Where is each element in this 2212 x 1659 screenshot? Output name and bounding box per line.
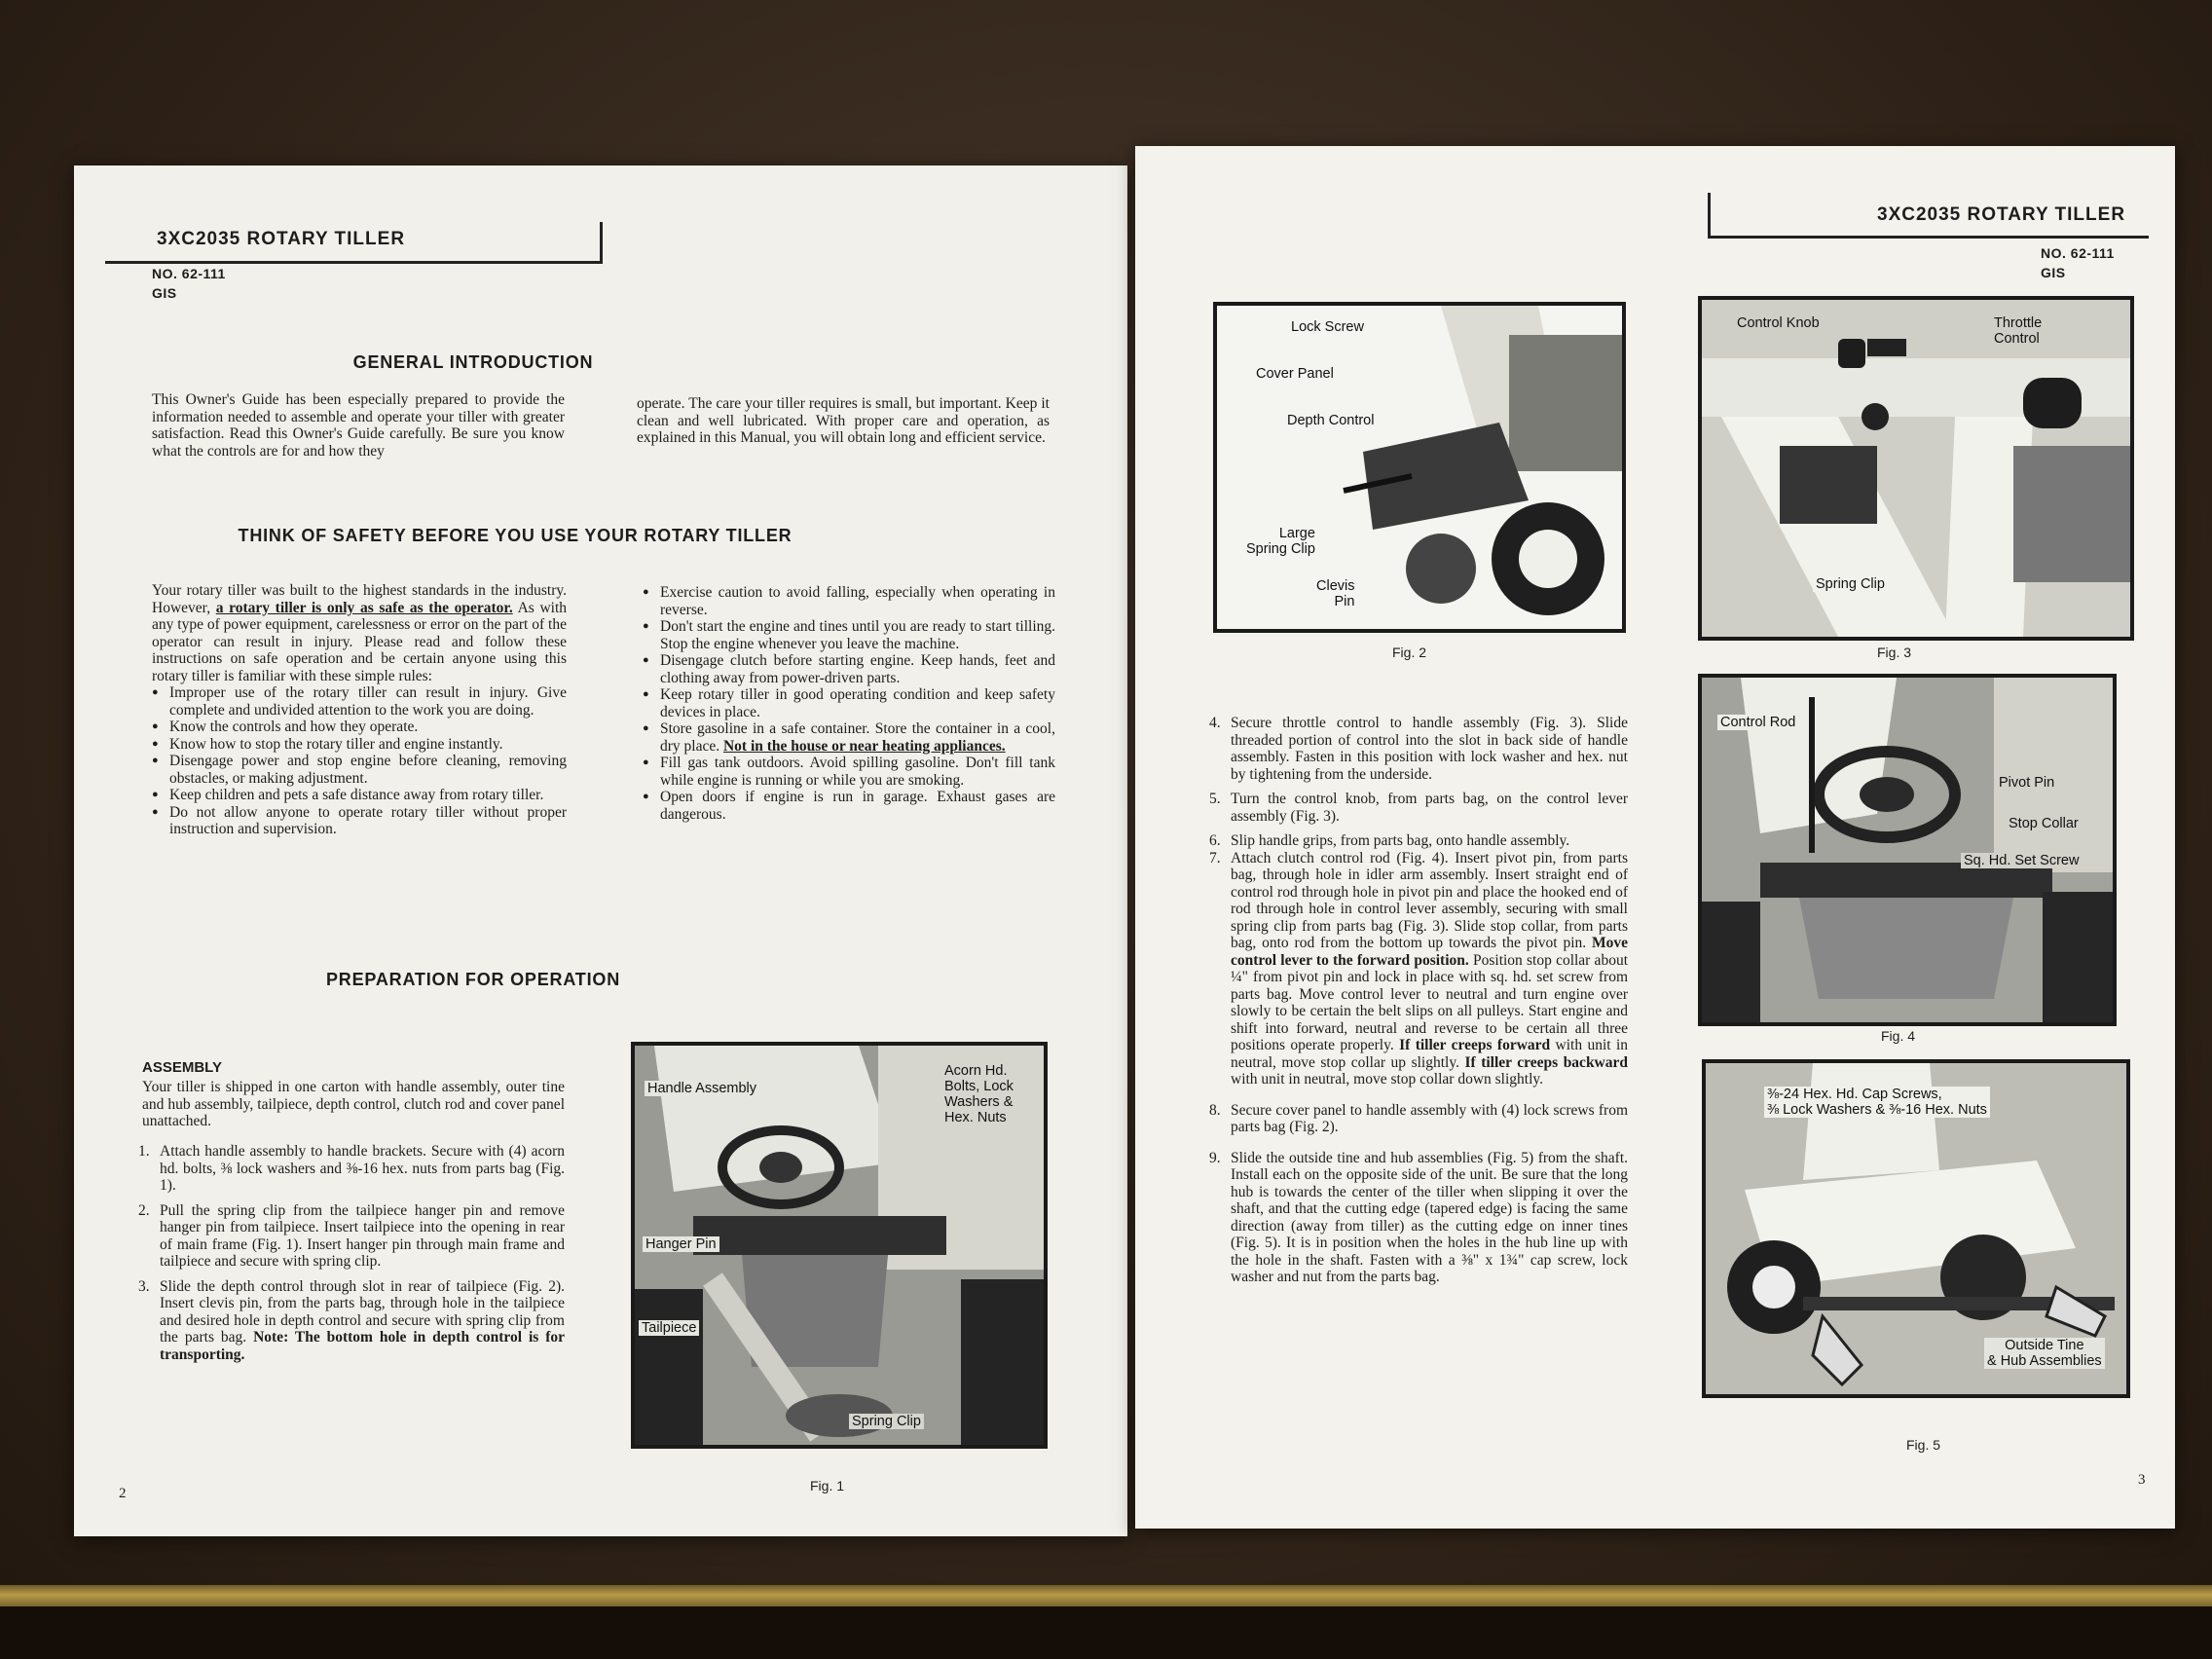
intro-col1: This Owner's Guide has been especially prepared to provide the information needed to assemble and operate your tiller with greater satisfaction. Read this Owner's Guide carefully. Be sure you know what the controls are for and how they [152, 391, 565, 460]
fig2-label-cover-panel: Cover Panel [1256, 366, 1334, 382]
list-item: 1. Attach handle assembly to handle brackets. Secure with (4) acorn hd. bolts, ⅜ lock washers and ⅜-16 hex. nuts from parts bag (Fig. 1). [138, 1143, 565, 1194]
safety-col2 [643, 584, 1055, 823]
store-gas-text: Store gasoline in a safe container. Store the container in a cool, dry place. [660, 720, 1055, 755]
header-title-left: 3XC2035 ROTARY TILLER [157, 229, 406, 249]
fig2-label-lock-screw: Lock Screw [1291, 319, 1364, 335]
fig4-photo [1698, 674, 2117, 1026]
fig2-label-depth-control: Depth Control [1287, 413, 1375, 428]
header-sub-right: NO. 62-111 GIS [2041, 245, 2115, 280]
safety-list-col2 [643, 584, 1055, 823]
fig3-label-throttle: Throttle Control [1994, 315, 2043, 347]
list-item: ● Fill gas tank outdoors. Avoid spilling gasoline. Don't fill tank while engine is running or while you are smoking. [643, 755, 1055, 789]
safety-list-col1 [152, 684, 567, 838]
fig2-caption: Fig. 2 [1392, 645, 1427, 660]
header-sub-left: NO. 62-111 GIS [152, 266, 226, 301]
list-item: 9. Slide the outside tine and hub assemblies (Fig. 5) from the shaft. Install each on the opposite side of the unit. Be sure that the long hub is towards the center of the tiller when slipping it over the shaft, and that the cutting edge (tapered edge) is facing the same direction (away from tiller) as the cutting edge on inner tines (Fig. 5). It is in position when the holes in the hub line up with the hole in the shaft. Fasten with a ⅜" x 1¾" cap screw, lock washer and nut from the parts bag. [1209, 1149, 1628, 1285]
fig1-label-handle: Handle Assembly [645, 1081, 759, 1096]
right-step-list [1209, 715, 1628, 1286]
list-item: ● Exercise caution to avoid falling, especially when operating in reverse. [643, 584, 1055, 618]
list-item [643, 720, 1055, 755]
assembly-steps [138, 1143, 565, 1371]
fig3-illustration [1702, 300, 2130, 637]
list-item: ● Don't start the engine and tines until you are ready to start tilling. Stop the engine whenever you leave the machine. [643, 618, 1055, 652]
fig2-photo [1213, 302, 1626, 633]
assembly-text: Your tiller is shipped in one carton with handle assembly, outer tine and hub assembly, tailpiece, depth control, clutch rod and cover panel unattached. [142, 1079, 565, 1129]
fig4-label-set-screw: Sq. Hd. Set Screw [1961, 853, 2082, 868]
fig3-caption: Fig. 3 [1877, 645, 1912, 660]
fig2-illustration [1217, 306, 1622, 629]
page-number-right: 3 [2138, 1472, 2146, 1488]
page-number-left: 2 [119, 1486, 127, 1501]
list-item: 7. Attach clutch control rod (Fig. 4). Insert pivot pin, from parts bag, through hole in idler arm assembly. Insert straight end of control rod through hole in pivot pin and place the hooked end of rod through hole in control lever assembly, securing with small spring clip from parts bag (Fig. 3). Slide stop collar, from parts bag, onto rod from the bottom up towards the pivot pin. Move control lever to the forward position. Position stop collar about ¼" from pivot pin and lock in place with sq. hd. set screw from parts bag. Move control lever to neutral and turn engine over slowly to be certain the belt slips on all pulleys. Start engine and shift into forward, neutral and reverse to be certain all three positions operate properly. If tiller creeps forward with unit in neutral, move stop collar up slightly. If tiller creeps backward with unit in neutral, move stop collar down slightly. [1209, 849, 1629, 1088]
intro-col2: operate. The care your tiller requires is small, but important. Keep it clean and well lubricated. With proper care and operation, as explained in this Manual, you will obtain long and efficient service. [637, 395, 1050, 446]
fig1-label-spring: Spring Clip [849, 1414, 924, 1429]
list-item: ● Open doors if engine is run in garage. Exhaust gases are dangerous. [643, 789, 1055, 823]
list-item: 4. Secure throttle control to handle assembly (Fig. 3). Slide threaded portion of control into the slot in back side of handle assembly. Fasten in this position with lock washer and hex. nut by tightening from the underside. [1209, 715, 1628, 783]
table-edge [0, 1606, 2212, 1659]
list-item: 2. Pull the spring clip from the tailpiece hanger pin and remove hanger pin from tailpiece. Insert tailpiece into the opening in rear of main frame (Fig. 1). Insert hanger pin through main frame and tailpiece and secure with spring clip. [138, 1201, 565, 1270]
list-item: ● Know how to stop the rotary tiller and engine instantly. [152, 736, 567, 754]
fig4-caption: Fig. 4 [1881, 1028, 1916, 1044]
fig5-caption: Fig. 5 [1906, 1437, 1941, 1453]
safety-intro-a: Your rotary tiller was built to the highest standards in the industry. However, [152, 582, 567, 616]
fig1-label-acorn: Acorn Hd. Bolts, Lock Washers & Hex. Nuts [944, 1063, 1037, 1125]
list-item: 8. Secure cover panel to handle assembly with (4) lock screws from parts bag (Fig. 2). [1209, 1101, 1628, 1135]
list-item: ● Disengage clutch before starting engine. Keep hands, feet and clothing away from power-driven parts. [643, 652, 1055, 686]
table-trim [0, 1585, 2212, 1606]
list-item: ● Keep rotary tiller in good operating condition and keep safety devices in place. [643, 686, 1055, 720]
safety-intro-underlined: a rotary tiller is only as safe as the operator. [215, 599, 513, 616]
fig4-label-pivot-pin: Pivot Pin [1996, 775, 2057, 791]
fig5-label-outside-tine: Outside Tine & Hub Assemblies [1984, 1338, 2105, 1369]
fig2-label-large-spring: Large Spring Clip [1246, 526, 1315, 557]
fig4-label-stop-collar: Stop Collar [2006, 816, 2082, 831]
prep-heading: PREPARATION FOR OPERATION [325, 970, 620, 989]
list-item: ● Improper use of the rotary tiller can result in injury. Give complete and undivided attention to the work you are doing. [152, 684, 567, 719]
right-steps [1209, 715, 1628, 1294]
assembly-step-list [138, 1143, 565, 1363]
fig3-label-control-knob: Control Knob [1737, 315, 1820, 331]
list-item: ● Know the controls and how they operate. [152, 719, 567, 736]
fig1-label-hanger: Hanger Pin [643, 1236, 719, 1252]
fig4-label-control-rod: Control Rod [1717, 715, 1798, 730]
right-page [1135, 146, 2175, 1529]
header-title-right: 3XC2035 ROTARY TILLER [1877, 204, 2126, 225]
assembly-heading: ASSEMBLY [142, 1059, 222, 1076]
store-gas-warning: Not in the house or near heating appliances. [722, 737, 1006, 755]
list-item: 6. Slip handle grips, from parts bag, onto handle assembly. [1209, 832, 1570, 849]
fig2-label-clevis: Clevis Pin [1316, 578, 1355, 609]
fig5-photo [1702, 1059, 2130, 1398]
list-item: ● Disengage power and stop engine before cleaning, removing obstacles, or making adjustment. [152, 753, 567, 787]
safety-intro-b: As with any type of power equipment, carelessness or error on the part of the operator can result in injury. Please read and follow these instructions on safe operation and be certain anyone using this rotary tiller is familiar with these simple rules: [152, 599, 567, 684]
fig3-photo [1698, 296, 2134, 641]
general-intro-heading: GENERAL INTRODUCTION [352, 352, 594, 372]
fig1-label-tailpiece: Tailpiece [639, 1320, 699, 1336]
fig3-label-spring-clip: Spring Clip [1813, 576, 1888, 592]
fig5-label-cap-screws: ⅜-24 Hex. Hd. Cap Screws, ⅜ Lock Washers & ⅜-16 Hex. Nuts [1764, 1087, 1990, 1118]
list-item: ● Do not allow anyone to operate rotary tiller without proper instruction and supervision. [152, 804, 567, 838]
list-item: 3. Slide the depth control through slot in rear of tailpiece (Fig. 2). Insert clevis pin, from the parts bag, through hole in the tailpiece and desired hole in depth control and secure with spring clip from the parts bag. Note: The bottom hole in depth control is for transporting. [138, 1277, 566, 1363]
list-item: ● Keep children and pets a safe distance away from rotary tiller. [152, 787, 567, 804]
fig1-caption: Fig. 1 [810, 1478, 845, 1493]
safety-heading: THINK OF SAFETY BEFORE YOU USE YOUR ROTARY TILLER [238, 526, 793, 545]
safety-col1 [152, 582, 567, 838]
fig1-photo [631, 1042, 1048, 1449]
list-item: 5. Turn the control knob, from parts bag, on the control lever assembly (Fig. 3). [1209, 791, 1628, 825]
left-page [74, 166, 1127, 1536]
